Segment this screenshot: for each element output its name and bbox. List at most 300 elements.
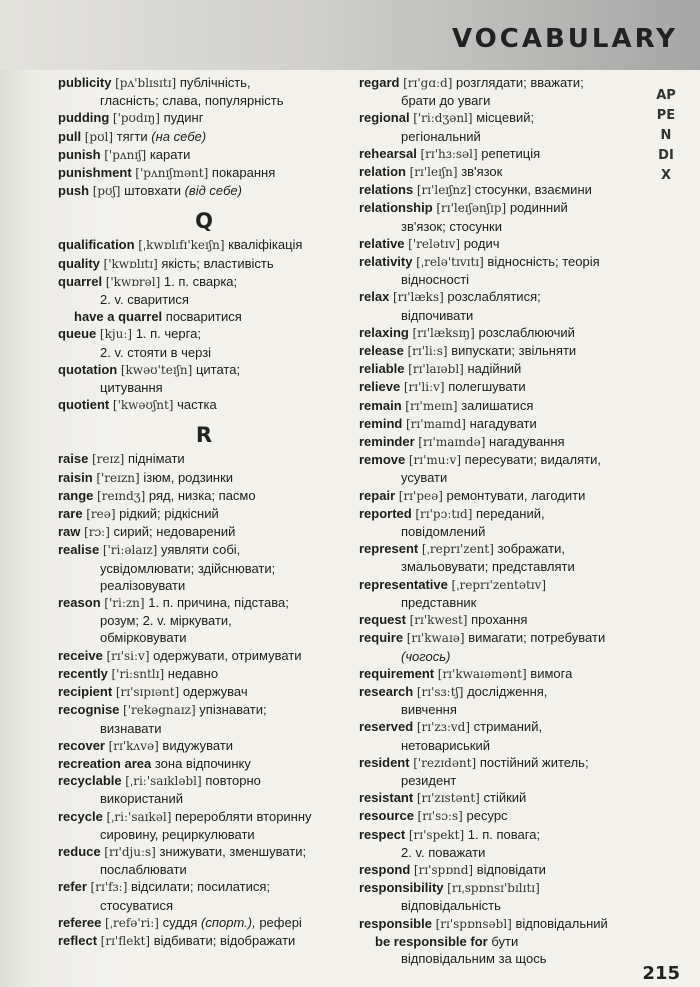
vocabulary-entry bbox=[359, 933, 651, 950]
transcription: ['riːsntlɪ] bbox=[111, 666, 165, 681]
headword: push bbox=[58, 183, 90, 199]
translation: пудинг bbox=[163, 110, 204, 126]
headword: reported bbox=[359, 505, 412, 521]
vocabulary-entry bbox=[359, 181, 651, 199]
translation: стійкий bbox=[483, 790, 527, 806]
transcription: ['riːzn] bbox=[104, 596, 145, 611]
transcription: [reɪz] bbox=[92, 452, 125, 467]
vocabulary-entry bbox=[58, 808, 350, 826]
translation: рефері bbox=[259, 914, 302, 930]
translation: відносності bbox=[401, 272, 470, 288]
vocabulary-entry bbox=[359, 718, 651, 736]
translation: відповідальним за щось bbox=[401, 950, 547, 966]
transcription: [kjuː] bbox=[99, 327, 133, 342]
headword: relax bbox=[359, 289, 390, 305]
vocabulary-entry bbox=[58, 878, 350, 896]
translation: ряд, низка; пасмо bbox=[148, 487, 256, 503]
transcription: [pʊl] bbox=[84, 129, 114, 144]
entry-continuation bbox=[58, 560, 350, 577]
vocabulary-entry bbox=[58, 772, 350, 790]
vocabulary-entry bbox=[58, 737, 350, 755]
entry-continuation bbox=[58, 92, 350, 109]
translation: знижувати, зменшувати; bbox=[159, 843, 307, 859]
translation: ізюм, родзинки bbox=[143, 469, 234, 485]
entry-continuation bbox=[58, 720, 350, 737]
headword: relations bbox=[359, 182, 414, 198]
vocabulary-entry bbox=[359, 611, 651, 629]
headword: recognise bbox=[58, 702, 120, 718]
transcription: [rɪ'maɪnd] bbox=[405, 416, 466, 431]
translation: використаний bbox=[100, 791, 183, 807]
vocabulary-entry bbox=[359, 754, 651, 772]
entry-continuation bbox=[359, 950, 651, 967]
transcription: [rɪ'siːv] bbox=[106, 648, 150, 663]
transcription: [rɪ'spekt] bbox=[408, 827, 465, 842]
transcription: [rɪ'sɪpɪənt] bbox=[115, 685, 180, 700]
vocabulary-entry bbox=[359, 342, 651, 360]
entry-continuation bbox=[58, 629, 350, 646]
vocabulary-entry bbox=[359, 807, 651, 825]
usage-note: (спорт.), bbox=[201, 914, 256, 930]
usage-note: (чогось) bbox=[401, 648, 451, 664]
translation: упізнавати; bbox=[199, 702, 267, 718]
transcription: [reə] bbox=[86, 507, 116, 522]
headword: represent bbox=[359, 541, 419, 557]
translation: 1. п. сварка; bbox=[163, 273, 238, 289]
transcription: [ˌreprɪ'zentətɪv] bbox=[451, 577, 547, 592]
translation: 1. п. причина, підстава; bbox=[148, 595, 289, 611]
section-title: VOCABULARY bbox=[451, 24, 678, 54]
transcription: ['reɪzn] bbox=[96, 470, 140, 485]
headword: remind bbox=[359, 415, 403, 431]
headword: research bbox=[359, 683, 414, 699]
headword: referee bbox=[58, 914, 102, 930]
vocabulary-entry bbox=[58, 146, 350, 164]
translation: стосуватися bbox=[100, 897, 173, 913]
translation: випускати; звільняти bbox=[451, 343, 577, 359]
translation: відповідати bbox=[476, 861, 546, 877]
transcription: [rɪ'zɜːvd] bbox=[416, 720, 471, 735]
vocabulary-entry bbox=[58, 755, 350, 772]
translation: розглядати; вважати; bbox=[456, 75, 584, 90]
vocabulary-entry bbox=[58, 74, 350, 92]
vocabulary-entry bbox=[58, 541, 350, 559]
translation: цитування bbox=[100, 380, 163, 396]
translation: нетовариський bbox=[401, 737, 490, 753]
transcription: ['pʊdɪŋ] bbox=[112, 111, 160, 126]
entry-continuation bbox=[359, 737, 651, 754]
headword: recipient bbox=[58, 684, 113, 700]
entry-continuation bbox=[359, 648, 651, 665]
transcription: [rɪ'kwaɪə] bbox=[406, 631, 465, 646]
transcription: [rɔː] bbox=[84, 525, 110, 540]
vocabulary-entry bbox=[58, 701, 350, 719]
transcription: ['pʌnɪʃ] bbox=[104, 147, 147, 162]
entry-continuation bbox=[58, 790, 350, 807]
headword: resource bbox=[359, 808, 414, 824]
transcription: [reɪndʒ] bbox=[97, 488, 146, 503]
translation: брати до уваги bbox=[401, 93, 491, 109]
translation: видужувати bbox=[162, 737, 234, 753]
headword: regard bbox=[359, 75, 400, 90]
transcription: [rɪ'leɪʃn] bbox=[409, 165, 458, 180]
transcription: [rɪ'spɒnd] bbox=[413, 862, 474, 877]
transcription: [ˌreprɪ'zent] bbox=[421, 542, 494, 557]
headword: respond bbox=[359, 861, 411, 877]
translation: переданий, bbox=[476, 505, 545, 521]
vocabulary-entry bbox=[359, 235, 651, 253]
transcription: ['rezɪdənt] bbox=[413, 755, 477, 770]
transcription: [rɪ'laɪəbl] bbox=[408, 362, 464, 377]
vocabulary-entry bbox=[359, 451, 651, 469]
right-column bbox=[359, 74, 651, 967]
transcription: ['riːdʒənl] bbox=[413, 111, 473, 126]
vocabulary-entry bbox=[58, 683, 350, 701]
entry-continuation bbox=[58, 861, 350, 878]
vocabulary-entry bbox=[58, 396, 350, 414]
headword: regional bbox=[359, 110, 410, 126]
transcription: [ˌrefə'riː] bbox=[105, 915, 159, 930]
headword: refer bbox=[58, 879, 87, 895]
transcription: [ˌkwɒlɪfɪ'keɪʃn] bbox=[138, 238, 225, 253]
translation: вимагати; потребувати bbox=[468, 630, 606, 646]
headword: quarrel bbox=[58, 273, 103, 289]
headword: be responsible for bbox=[375, 933, 488, 949]
entry-continuation bbox=[359, 594, 651, 611]
headword: qualification bbox=[58, 237, 135, 253]
translation: послаблювати bbox=[100, 862, 187, 878]
translation: постійний житель; bbox=[479, 754, 589, 770]
vocabulary-entry bbox=[58, 647, 350, 665]
entry-continuation bbox=[58, 826, 350, 843]
headword: relieve bbox=[359, 379, 401, 395]
headword: responsibility bbox=[359, 880, 444, 896]
headword: recycle bbox=[58, 808, 103, 824]
headword: responsible bbox=[359, 915, 432, 931]
entry-continuation bbox=[359, 218, 651, 235]
translation: відносність; теорія bbox=[487, 254, 600, 270]
translation: відповідальність bbox=[401, 898, 501, 914]
entry-continuation bbox=[359, 558, 651, 575]
transcription: [ˌriː'saɪkəl] bbox=[106, 809, 172, 824]
translation: 2. v. стояти в черзі bbox=[100, 344, 212, 360]
headword: quality bbox=[58, 255, 100, 271]
translation: зв'язок; стосунки bbox=[401, 218, 503, 234]
vocabulary-entry bbox=[58, 469, 350, 487]
translation: усувати bbox=[401, 470, 448, 486]
translation: сировину, рециркулювати bbox=[100, 826, 255, 842]
translation: бути bbox=[491, 933, 519, 949]
translation: переробляти вторинну bbox=[175, 808, 312, 824]
vocabulary-entry bbox=[58, 182, 350, 200]
transcription: [rɪ'sɔːs] bbox=[417, 809, 463, 824]
vocabulary-entry bbox=[359, 74, 651, 92]
transcription: ['kwɒrəl] bbox=[105, 274, 161, 289]
headword: reliable bbox=[359, 361, 405, 377]
headword: request bbox=[359, 612, 406, 628]
translation: відпочивати bbox=[401, 307, 474, 323]
transcription: [rɪ'liːs] bbox=[407, 344, 448, 359]
headword: punishment bbox=[58, 165, 132, 181]
vocabulary-entry bbox=[58, 361, 350, 379]
headword: publicity bbox=[58, 75, 112, 90]
entry-continuation bbox=[359, 897, 651, 914]
translation: родич bbox=[463, 235, 500, 251]
translation: піднімати bbox=[128, 451, 185, 467]
vocabulary-entry bbox=[58, 843, 350, 861]
vocabulary-entry bbox=[359, 665, 651, 683]
vocabulary-entry bbox=[359, 826, 651, 844]
translation: рідкий; рідкісний bbox=[119, 506, 219, 522]
headword: repair bbox=[359, 487, 396, 503]
headword: relativity bbox=[359, 254, 413, 270]
entry-continuation bbox=[359, 271, 651, 288]
headword: pudding bbox=[58, 110, 110, 126]
headword: range bbox=[58, 487, 94, 503]
translation: кваліфікація bbox=[228, 237, 303, 253]
translation: пересувати; видаляти, bbox=[464, 452, 601, 468]
headword: respect bbox=[359, 826, 406, 842]
translation: дослідження, bbox=[467, 683, 548, 699]
vocabulary-entry bbox=[359, 879, 651, 897]
headword: realise bbox=[58, 542, 100, 558]
vocabulary-entry bbox=[58, 914, 350, 932]
transcription: [pʊʃ] bbox=[92, 184, 121, 199]
page-number: 215 bbox=[642, 963, 680, 984]
translation: суддя bbox=[162, 914, 198, 930]
translation: місцевий; bbox=[476, 110, 535, 126]
translation: розслаблюючий bbox=[478, 324, 575, 340]
entry-continuation bbox=[58, 612, 350, 629]
vocabulary-entry bbox=[58, 594, 350, 612]
transcription: [rɪ'leɪʃnz] bbox=[416, 183, 472, 198]
vocabulary-entry bbox=[359, 576, 651, 594]
translation: 1. п. повага; bbox=[467, 826, 541, 842]
translation: вимога bbox=[530, 665, 573, 681]
headword: quotient bbox=[58, 397, 110, 413]
transcription: [kwəʊ'teɪʃn] bbox=[120, 362, 193, 377]
transcription: [rɪ'spɒnsəbl] bbox=[435, 916, 512, 931]
translation: відповідальний bbox=[515, 915, 608, 931]
transcription: [rɪ'sɜːtʃ] bbox=[416, 684, 464, 699]
translation: повідомлений bbox=[401, 524, 486, 540]
vocabulary-entry bbox=[58, 109, 350, 127]
vocabulary-entry bbox=[58, 505, 350, 523]
headword: pull bbox=[58, 128, 82, 144]
transcription: [rɪ'pɔːtɪd] bbox=[415, 506, 473, 521]
transcription: [pʌ'blɪsɪtɪ] bbox=[115, 76, 177, 90]
translation: репетиція bbox=[481, 145, 541, 161]
vocabulary-entry bbox=[58, 308, 350, 325]
vocabulary-entry bbox=[58, 325, 350, 343]
headword: recover bbox=[58, 737, 105, 753]
entry-continuation bbox=[359, 128, 651, 145]
translation: цитата; bbox=[195, 361, 241, 377]
vocabulary-entry bbox=[359, 433, 651, 451]
translation: представник bbox=[401, 594, 477, 610]
headword: raw bbox=[58, 524, 81, 540]
translation: вивчення bbox=[401, 702, 457, 718]
transcription: [rɪ'hɜːsəl] bbox=[420, 146, 478, 161]
translation: обмірковувати bbox=[100, 630, 187, 646]
transcription: [rɪ'fɜː] bbox=[90, 880, 128, 895]
entry-continuation bbox=[359, 844, 651, 861]
headword: release bbox=[359, 343, 404, 359]
translation: гласність; слава, популярність bbox=[100, 93, 284, 109]
entry-continuation bbox=[359, 772, 651, 789]
translation: ресурс bbox=[466, 808, 508, 824]
headword: relation bbox=[359, 164, 406, 180]
translation: стосунки, взаємини bbox=[474, 182, 592, 198]
vocabulary-entry bbox=[359, 487, 651, 505]
transcription: [ˌriː'saɪkləbl] bbox=[125, 774, 202, 789]
translation: залишатися bbox=[461, 397, 534, 413]
translation: зв'язок bbox=[461, 164, 503, 180]
translation: 2. v. поважати bbox=[401, 844, 486, 860]
headword: rare bbox=[58, 506, 83, 522]
vocabulary-entry bbox=[359, 360, 651, 378]
entry-continuation bbox=[359, 701, 651, 718]
translation: штовхати bbox=[124, 183, 181, 199]
translation: уявляти собі, bbox=[161, 542, 241, 558]
translation: реалізовувати bbox=[100, 577, 186, 593]
transcription: ['pʌnɪʃmənt] bbox=[135, 166, 209, 181]
headword: recyclable bbox=[58, 773, 122, 789]
transcription: [rɪ'læks] bbox=[393, 290, 444, 305]
headword: resident bbox=[359, 754, 410, 770]
translation: відбивати; відображати bbox=[153, 932, 296, 948]
translation: карати bbox=[149, 146, 191, 162]
translation: резидент bbox=[401, 772, 457, 788]
entry-continuation bbox=[58, 291, 350, 308]
translation: стриманий, bbox=[473, 719, 543, 735]
headword: relative bbox=[359, 235, 405, 251]
headword: raisin bbox=[58, 469, 93, 485]
transcription: [rɪ'flekt] bbox=[100, 933, 151, 948]
transcription: [rɪ'meɪn] bbox=[405, 398, 458, 413]
headword: remove bbox=[359, 452, 406, 468]
translation: полегшувати bbox=[448, 379, 526, 395]
headword: representative bbox=[359, 576, 448, 592]
headword: remain bbox=[359, 397, 402, 413]
translation: частка bbox=[177, 397, 217, 413]
transcription: ['rekəgnaɪz] bbox=[123, 703, 196, 718]
transcription: [rɪ'djuːs] bbox=[104, 844, 156, 859]
translation: нагадувати bbox=[469, 415, 537, 431]
translation: 1. п. черга; bbox=[135, 326, 201, 342]
vocabulary-entry bbox=[359, 415, 651, 433]
translation: відсилати; посилатися; bbox=[131, 879, 271, 895]
vocabulary-entry bbox=[58, 164, 350, 182]
vocabulary-entry bbox=[359, 253, 651, 271]
vocabulary-entry bbox=[359, 629, 651, 647]
transcription: [rɪ'kwaɪəmənt] bbox=[437, 666, 527, 681]
entry-continuation bbox=[58, 344, 350, 361]
headword: rehearsal bbox=[359, 145, 417, 161]
headword: reflect bbox=[58, 932, 98, 948]
vocabulary-entry bbox=[58, 665, 350, 683]
vocabulary-entry bbox=[359, 683, 651, 701]
vocabulary-entry bbox=[359, 109, 651, 127]
vocabulary-entry bbox=[359, 199, 651, 217]
vocabulary-entry bbox=[58, 932, 350, 950]
translation: посваритися bbox=[165, 309, 242, 325]
headword: relationship bbox=[359, 200, 433, 216]
transcription: [rɪ'gɑːd] bbox=[403, 76, 453, 90]
vocabulary-entry bbox=[58, 255, 350, 273]
vocabulary-entry bbox=[58, 236, 350, 254]
usage-note: (на себе) bbox=[151, 128, 207, 144]
vocabulary-entry bbox=[58, 450, 350, 468]
translation: публічність, bbox=[179, 75, 251, 90]
headword: recreation area bbox=[58, 755, 152, 771]
vocabulary-entry bbox=[58, 128, 350, 146]
transcription: [rɪˌspɒnsɪ'bɪlɪtɪ] bbox=[447, 881, 540, 896]
letter-heading: R bbox=[195, 423, 213, 448]
headword: reminder bbox=[359, 434, 415, 450]
translation: якість; властивість bbox=[161, 255, 274, 271]
vocabulary-entry bbox=[359, 324, 651, 342]
headword: raise bbox=[58, 451, 89, 467]
vocabulary-entry bbox=[58, 273, 350, 291]
transcription: ['relətɪv] bbox=[408, 236, 461, 251]
translation: повторно bbox=[205, 773, 261, 789]
transcription: [rɪ'liːv] bbox=[403, 380, 445, 395]
entry-continuation bbox=[359, 307, 651, 324]
vocabulary-entry bbox=[359, 861, 651, 879]
headword: require bbox=[359, 630, 404, 646]
transcription: [rɪ'kwest] bbox=[409, 613, 468, 628]
transcription: [ˌrelə'tɪvɪtɪ] bbox=[416, 255, 484, 270]
headword: reserved bbox=[359, 719, 414, 735]
transcription: ['kwəʊʃnt] bbox=[112, 398, 174, 413]
translation: розслаблятися; bbox=[447, 289, 541, 305]
translation: одержувач bbox=[182, 684, 248, 700]
vocabulary-entry bbox=[359, 789, 651, 807]
entry-continuation bbox=[58, 577, 350, 594]
translation: регіональний bbox=[401, 128, 481, 144]
vocabulary-entry bbox=[359, 540, 651, 558]
translation: зона відпочинку bbox=[154, 755, 251, 771]
headword: resistant bbox=[359, 790, 414, 806]
usage-note: (від себе) bbox=[184, 183, 242, 199]
headword: requirement bbox=[359, 665, 435, 681]
transcription: [rɪ'læksɪŋ] bbox=[412, 325, 475, 340]
headword: reason bbox=[58, 595, 101, 611]
vocabulary-entry bbox=[359, 163, 651, 181]
translation: ремонтувати, лагодити bbox=[446, 487, 586, 503]
translation: сирий; недоварений bbox=[113, 524, 236, 540]
translation: усвідомлювати; здійснювати; bbox=[100, 560, 276, 576]
vocabulary-entry bbox=[359, 378, 651, 396]
headword: recently bbox=[58, 665, 108, 681]
translation: зображати, bbox=[497, 541, 565, 557]
headword: relaxing bbox=[359, 324, 409, 340]
entry-continuation bbox=[359, 523, 651, 540]
translation: надійний bbox=[467, 361, 522, 377]
translation: одержувати, отримувати bbox=[153, 647, 302, 663]
headword: receive bbox=[58, 647, 103, 663]
translation: покарання bbox=[211, 165, 276, 181]
translation: розум; 2. v. міркувати, bbox=[100, 613, 232, 629]
entry-continuation bbox=[58, 379, 350, 396]
headword: punish bbox=[58, 146, 101, 162]
headword: have a quarrel bbox=[74, 309, 163, 325]
vocabulary-entry bbox=[359, 505, 651, 523]
translation: тягти bbox=[116, 128, 148, 144]
transcription: [rɪ'maɪndə] bbox=[418, 435, 486, 450]
headword: queue bbox=[58, 326, 97, 342]
